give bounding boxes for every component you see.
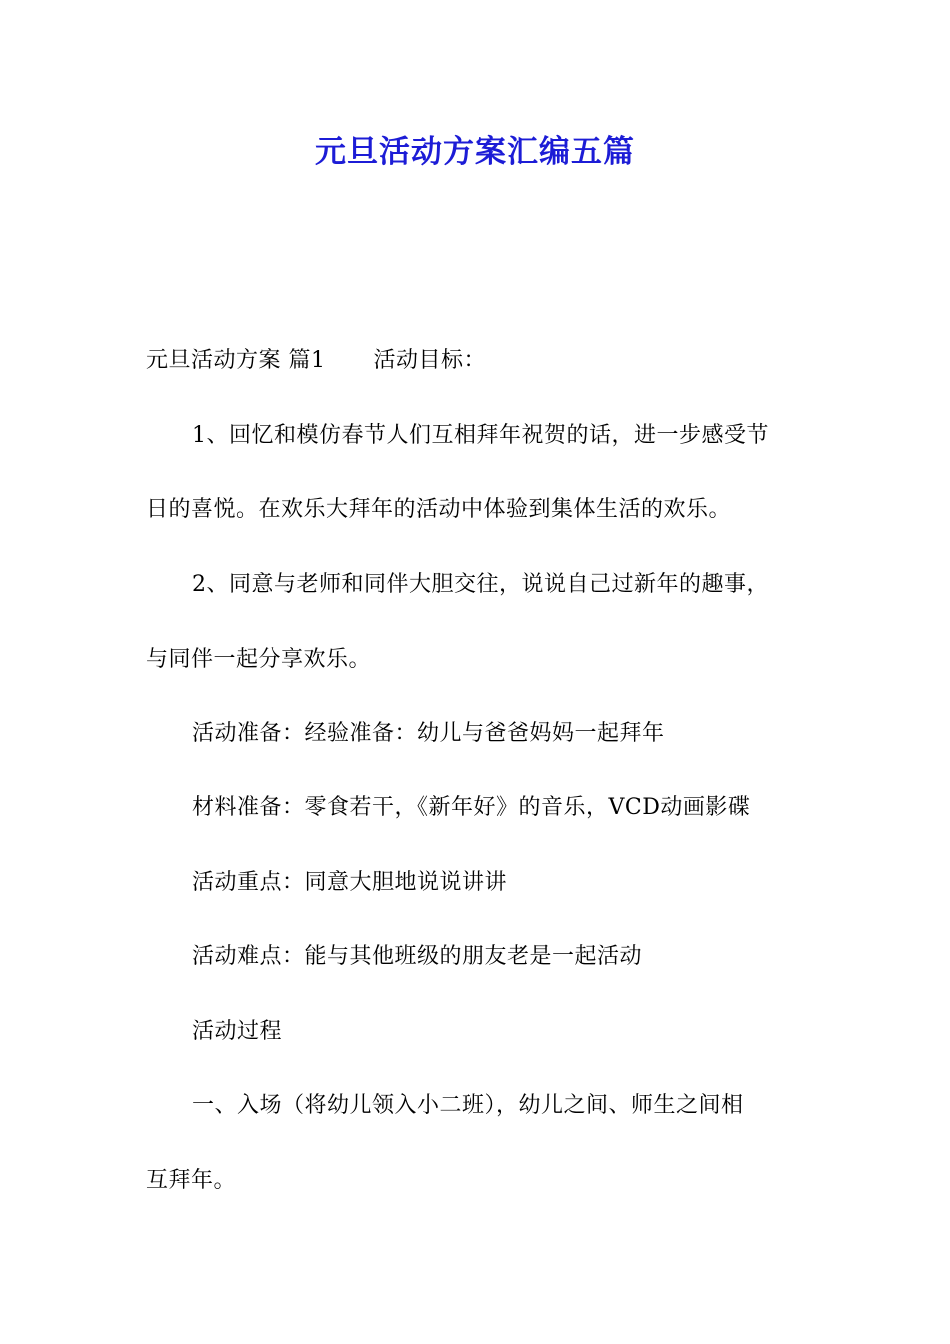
paragraph-line: 2、同意与老师和同伴大胆交往，说说自己过新年的趣事，: [192, 572, 769, 597]
paragraph-line: 活动过程: [192, 1019, 283, 1044]
document-title: 元旦活动方案汇编五篇: [315, 134, 635, 170]
paragraph-line: 日的喜悦。在欢乐大拜年的活动中体验到集体生活的欢乐。: [146, 497, 732, 522]
paragraph-line: 活动重点：同意大胆地说说讲讲: [192, 870, 508, 895]
paragraph-line: 互拜年。: [146, 1168, 237, 1193]
section-subheading: 活动目标：: [373, 348, 487, 373]
paragraph-line: 1、回忆和模仿春节人们互相拜年祝贺的话，进一步感受节: [192, 423, 769, 448]
paragraph-line: 与同伴一起分享欢乐。: [146, 647, 372, 672]
section-heading: 元旦活动方案 篇1: [146, 348, 326, 373]
paragraph-line: 活动准备：经验准备：幼儿与爸爸妈妈一起拜年: [192, 721, 665, 746]
section-heading-line: [146, 346, 486, 376]
paragraph-line: 材料准备：零食若干，《新年好》的音乐，VCD动画影碟: [192, 795, 751, 820]
paragraph-line: 活动难点：能与其他班级的朋友老是一起活动: [192, 944, 643, 969]
paragraph-line: 一、入场（将幼儿领入小二班），幼儿之间、师生之间相: [192, 1093, 744, 1118]
